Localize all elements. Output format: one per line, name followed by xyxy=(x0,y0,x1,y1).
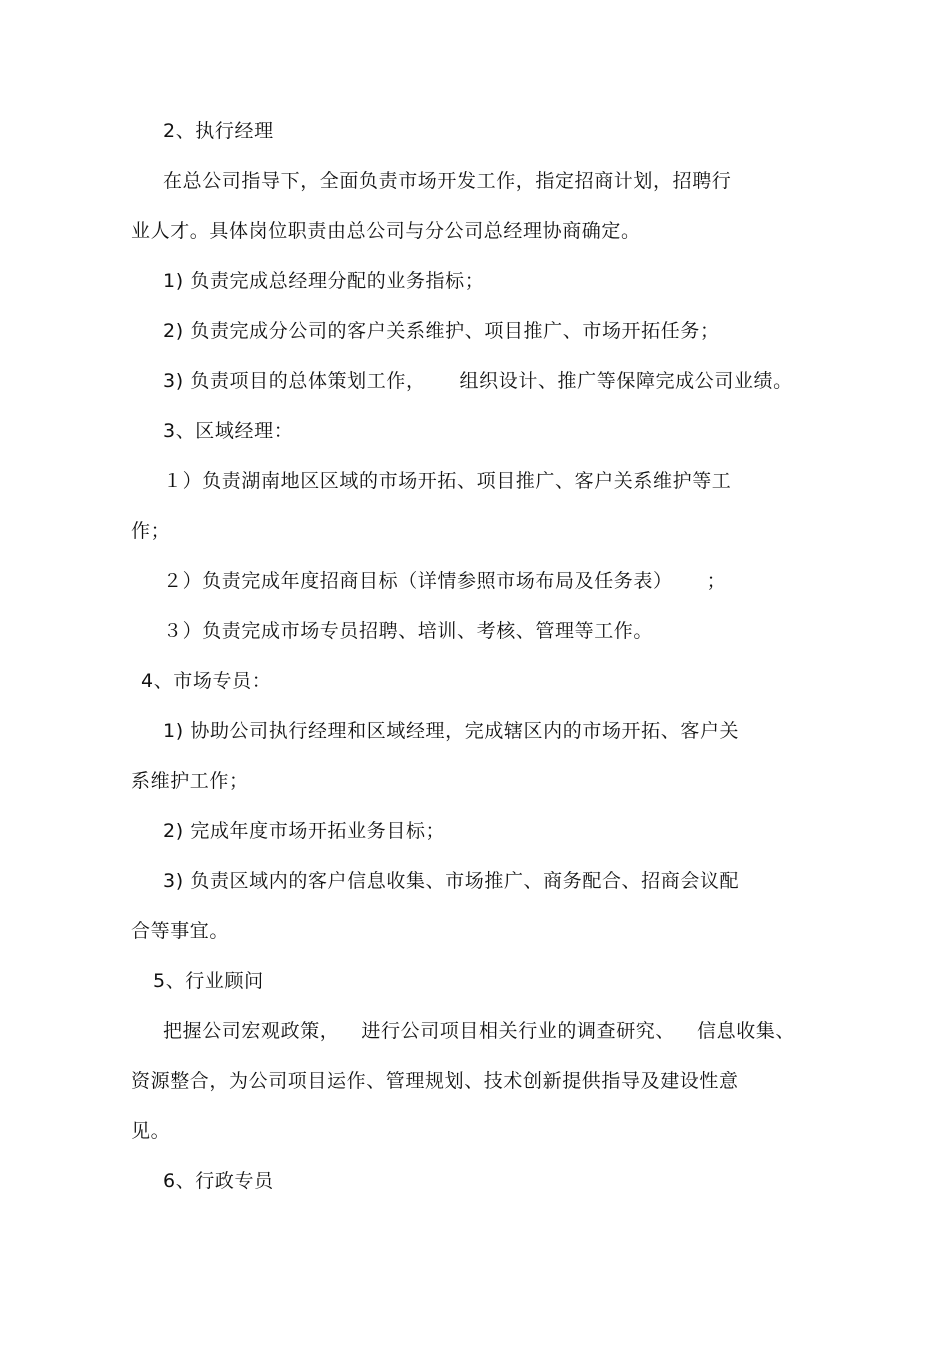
paragraph-part: 进行公司项目相关行业的调查研究、 xyxy=(361,1020,676,1042)
section-heading-admin-specialist: 6、行政专员 xyxy=(163,1170,274,1192)
section-heading-market-specialist: 4、市场专员： xyxy=(141,670,272,692)
section-heading-executive-manager: 2、执行经理 xyxy=(163,120,274,142)
paragraph-part: 信息收集、 xyxy=(697,1020,796,1042)
paragraph-part: 把握公司宏观政策， xyxy=(163,1020,340,1042)
paragraph-line: 在总公司指导下，全面负责市场开发工作，指定招商计划，招聘行 xyxy=(163,170,732,192)
section-heading-regional-manager: 3、区域经理： xyxy=(163,420,294,442)
list-item-part: 组织设计、推广等保障完成公司业绩。 xyxy=(459,370,793,392)
list-item: 2) 完成年度市场开拓业务目标； xyxy=(163,820,446,842)
paragraph-line: 业人才。具体岗位职责由总公司与分公司总经理协商确定。 xyxy=(131,220,641,242)
list-item xyxy=(163,568,726,594)
list-item-part: ； xyxy=(706,570,727,592)
section-heading-industry-consultant: 5、行业顾问 xyxy=(153,970,264,992)
paragraph-line xyxy=(163,1018,795,1044)
list-item xyxy=(163,368,793,394)
list-item: 1) 协助公司执行经理和区域经理，完成辖区内的市场开拓、客户关 xyxy=(163,720,740,742)
list-item-part: ２）负责完成年度招商目标（详情参照市场布局及任务表） xyxy=(163,570,673,592)
paragraph-line: 见。 xyxy=(131,1120,171,1142)
list-item: １）负责湖南地区区域的市场开拓、项目推广、客户关系维护等工 xyxy=(163,470,732,492)
list-item: 3) 负责区域内的客户信息收集、市场推广、商务配合、招商会议配 xyxy=(163,870,740,892)
list-item: 1) 负责完成总经理分配的业务指标； xyxy=(163,270,485,292)
list-item-part: 3) 负责项目的总体策划工作， xyxy=(163,370,426,392)
list-item-continuation: 作； xyxy=(131,520,171,542)
list-item-continuation: 系维护工作； xyxy=(131,770,249,792)
list-item: ３）负责完成市场专员招聘、培训、考核、管理等工作。 xyxy=(163,620,654,642)
paragraph-line: 资源整合，为公司项目运作、管理规划、技术创新提供指导及建设性意 xyxy=(131,1070,739,1092)
list-item: 2) 负责完成分公司的客户关系维护、项目推广、市场开拓任务； xyxy=(163,320,720,342)
list-item-continuation: 合等事宜。 xyxy=(131,920,230,942)
